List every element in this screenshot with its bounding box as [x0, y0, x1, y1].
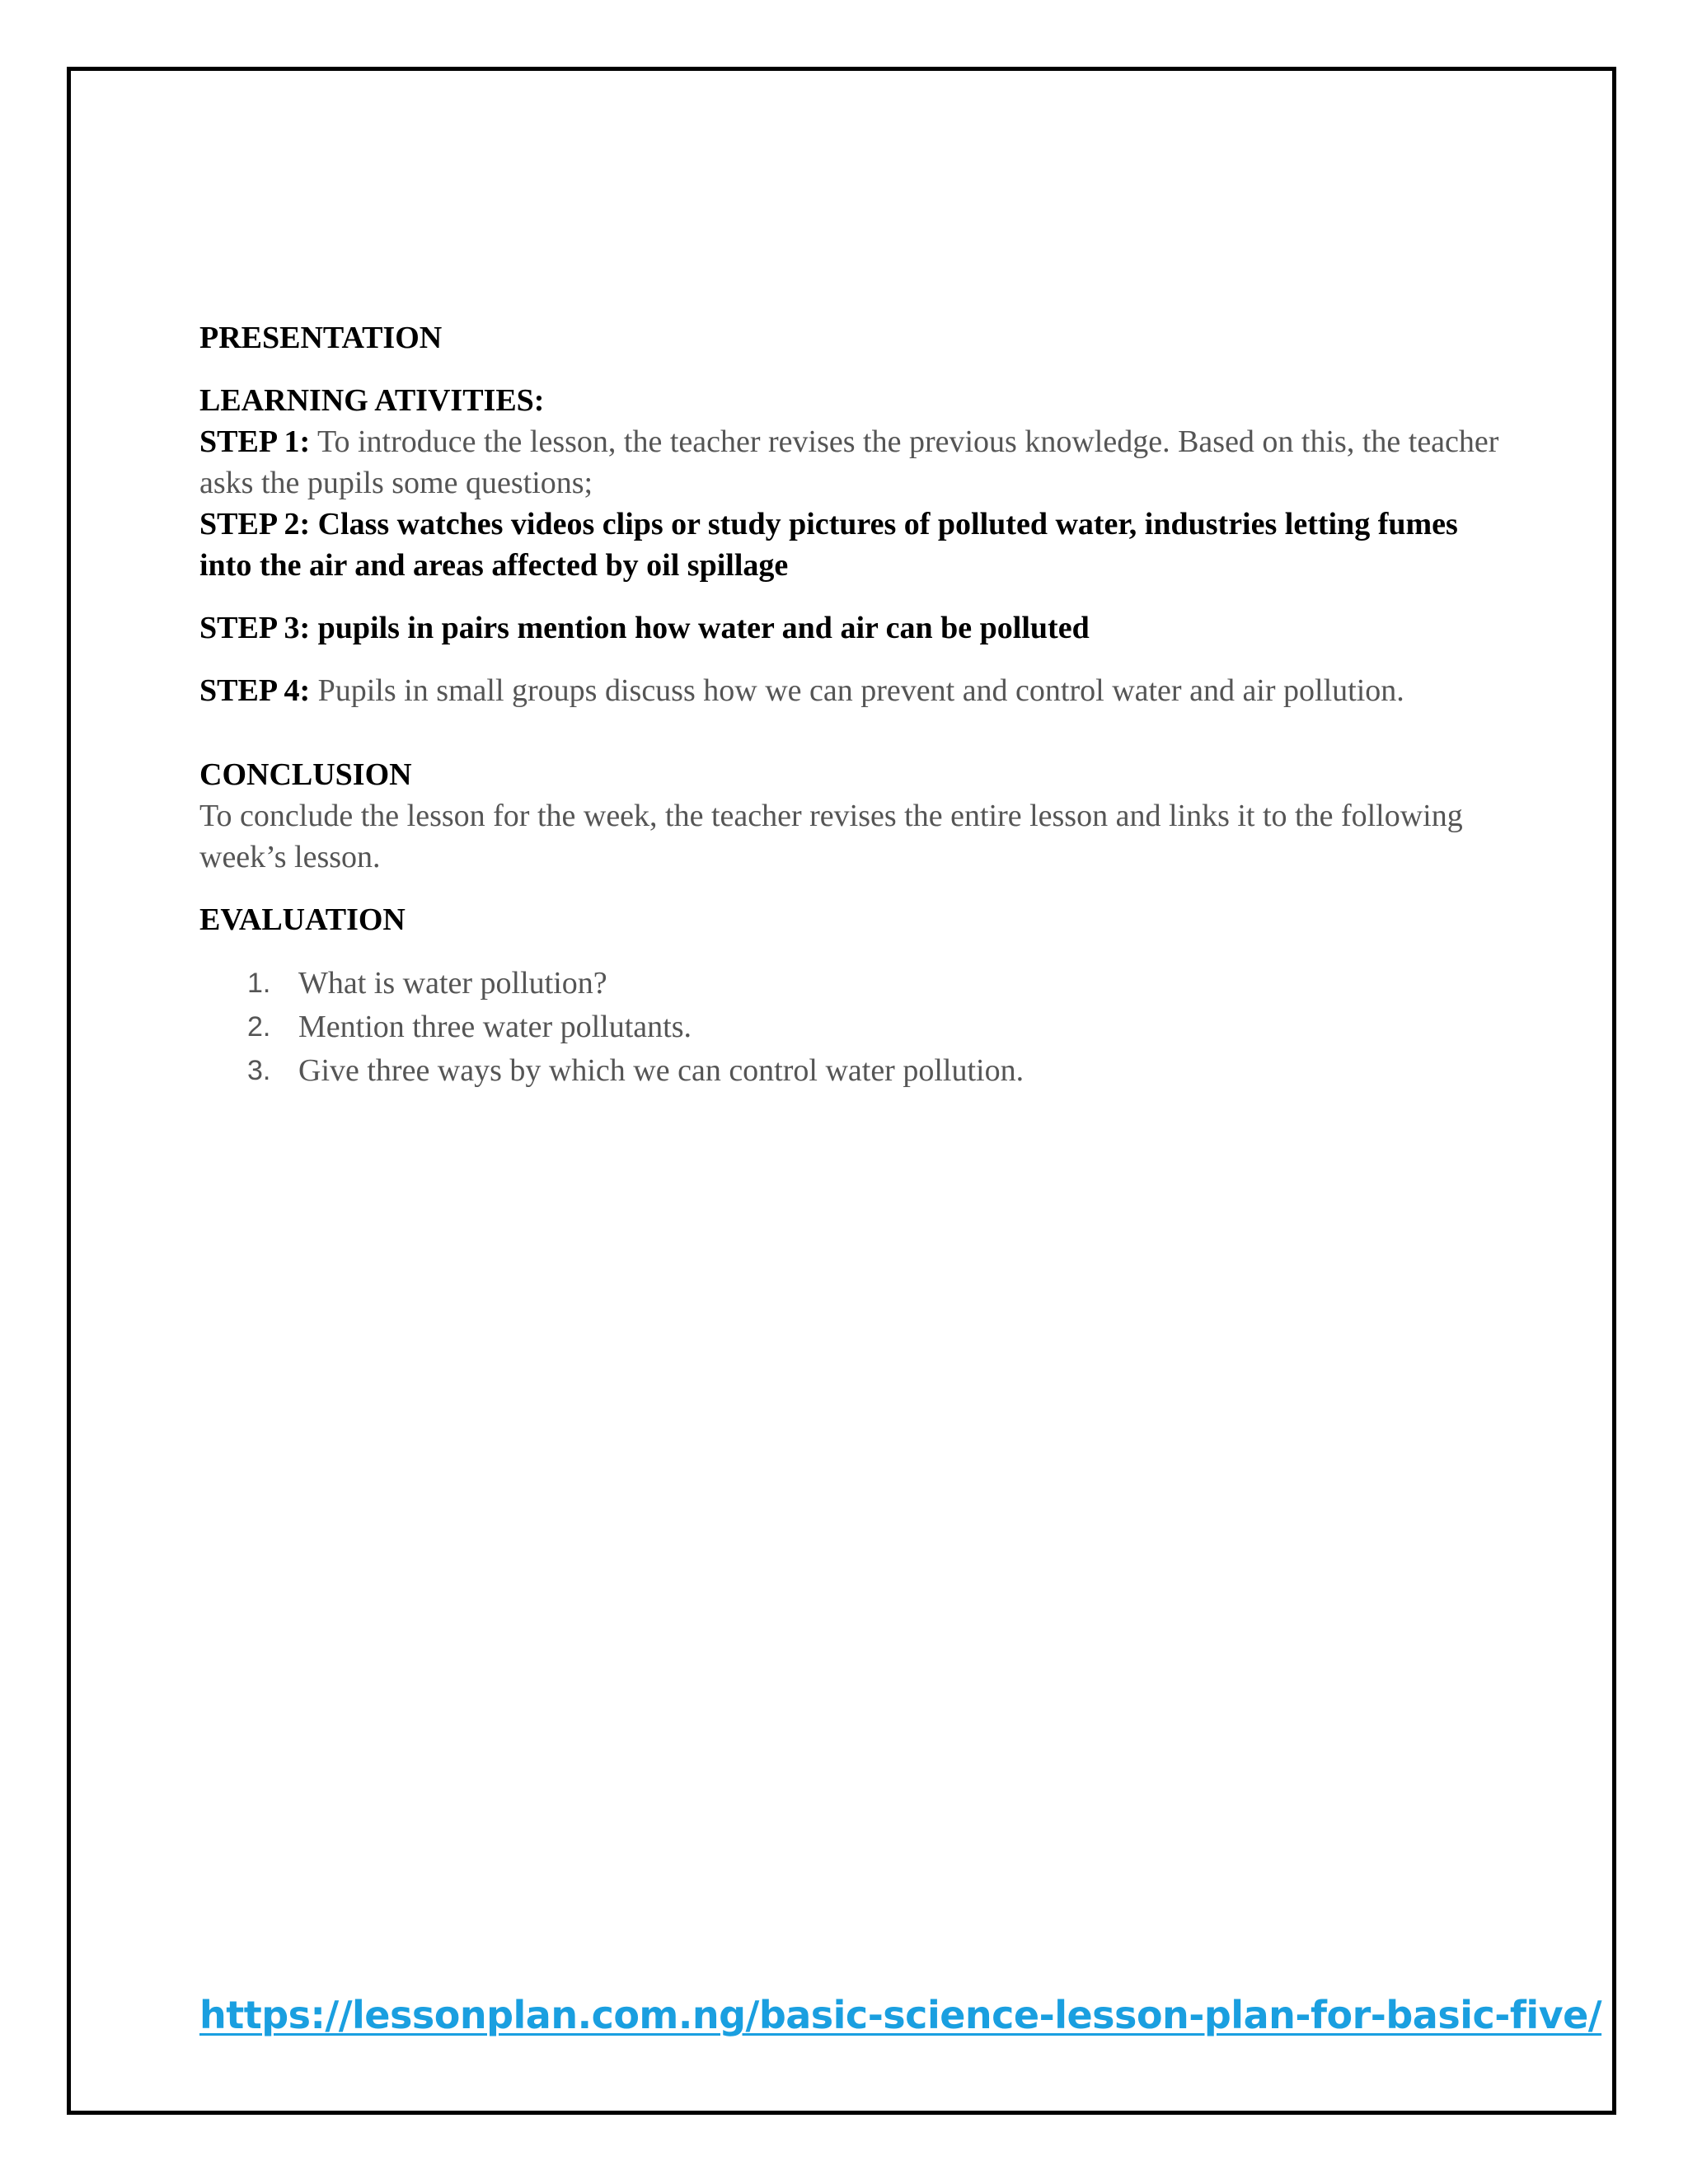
- step-4-text: Pupils in small groups discuss how we can prevent and control water and air pollution.: [317, 673, 1404, 708]
- evaluation-item: [199, 962, 1502, 1005]
- step-1-text: To introduce the lesson, the teacher revises the previous knowledge. Based on this, the teacher asks the pupils some questions;: [199, 424, 1499, 500]
- step-1-label: STEP 1:: [199, 424, 311, 459]
- step-4-label: STEP 4:: [199, 673, 311, 708]
- evaluation-item: [199, 1049, 1502, 1093]
- evaluation-item-text: Mention three water pollutants.: [298, 1010, 692, 1044]
- step-2-label: STEP 2:: [199, 507, 311, 541]
- evaluation-item: [199, 1005, 1502, 1049]
- step-2-text: Class watches videos clips or study pictures of polluted water, industries letting fumes into the air and areas affected by oil spillage: [199, 507, 1458, 583]
- conclusion-heading: CONCLUSION: [199, 757, 412, 792]
- conclusion-text: To conclude the lesson for the week, the teacher revises the entire lesson and links it to the following week’s lesson.: [199, 799, 1463, 874]
- evaluation-item-text: Give three ways by which we can control water pollution.: [298, 1053, 1025, 1088]
- evaluation-item-number: 2.: [247, 1011, 271, 1043]
- document-body: [199, 317, 1502, 1093]
- presentation-heading: PRESENTATION: [199, 321, 443, 355]
- step-3-text: pupils in pairs mention how water and air can be polluted: [317, 611, 1090, 645]
- learning-activities-heading: LEARNING ATIVITIES:: [199, 383, 545, 418]
- source-link[interactable]: https://lessonplan.com.ng/basic-science-lesson-plan-for-basic-five/: [199, 1993, 1602, 2037]
- step-3: [199, 607, 1502, 649]
- evaluation-item-text: What is water pollution?: [298, 966, 607, 1001]
- step-4: [199, 670, 1502, 711]
- evaluation-item-number: 1.: [247, 968, 271, 999]
- evaluation-item-number: 3.: [247, 1055, 271, 1086]
- step-1: [199, 421, 1502, 504]
- step-3-label: STEP 3:: [199, 611, 311, 645]
- evaluation-heading: EVALUATION: [199, 902, 406, 937]
- step-2: [199, 504, 1502, 586]
- evaluation-list: [199, 962, 1502, 1093]
